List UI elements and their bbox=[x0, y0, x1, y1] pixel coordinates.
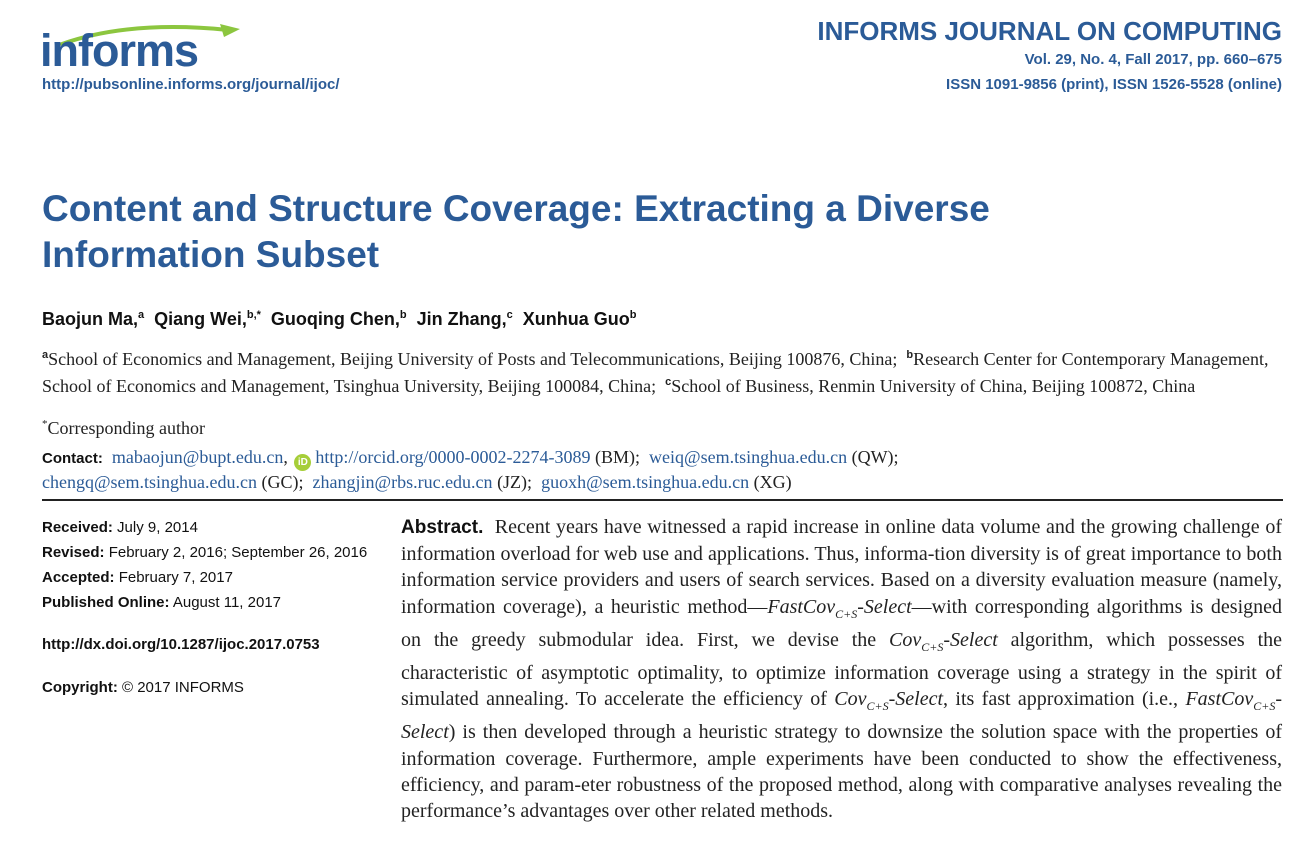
accepted-date: February 7, 2017 bbox=[118, 569, 233, 586]
article-title bbox=[42, 186, 1142, 278]
abstract-text: , its fast approximation (i.e., bbox=[943, 688, 1186, 711]
copyright bbox=[42, 679, 244, 696]
abstract bbox=[401, 514, 1282, 824]
corresponding-author-note bbox=[42, 418, 205, 439]
affil-sup: b bbox=[906, 349, 914, 361]
affil-text: Research Center for Contemporary Management, School of Economics and Management, Tsinghua University, Beijing 100084, China; bbox=[42, 349, 1269, 396]
contact-suffix: (JZ); bbox=[497, 472, 533, 492]
published-row bbox=[42, 593, 382, 618]
method-name: FastCov$_{C+S}$-Select bbox=[767, 595, 912, 621]
author-list bbox=[42, 309, 637, 330]
email-link-guo[interactable]: guoxh@sem.tsinghua.edu.cn bbox=[541, 472, 750, 492]
contact-block: Contact: mabaojun@bupt.edu.cn, iD http://orcid.org/0000-0002-2274-3089 (BM); weiq@sem.tsinghua.edu.cn (QW); chengq@sem.tsinghua.edu.cn (GC); zhangjin@rbs.ruc.edu.cn (JZ); guoxh@sem.tsinghua.edu.cn (XG) bbox=[42, 447, 899, 492]
informs-logo bbox=[40, 22, 240, 76]
orcid-icon[interactable]: iD bbox=[294, 454, 311, 471]
abstract-label: Abstract. bbox=[401, 517, 484, 538]
published-label: Published Online: bbox=[42, 594, 170, 611]
affil-text: School of Economics and Management, Beijing University of Posts and Telecommunications, Beijing 100876, China; bbox=[48, 349, 898, 369]
email-link-zhang[interactable]: zhangjin@rbs.ruc.edu.cn bbox=[312, 472, 493, 492]
issn-info: ISSN 1091-9856 (print), ISSN 1526-5528 (online) bbox=[946, 76, 1282, 93]
received-row bbox=[42, 518, 382, 543]
author-sup: b bbox=[399, 309, 407, 321]
article-history bbox=[42, 518, 382, 618]
accepted-row bbox=[42, 568, 382, 593]
copyright-text: © 2017 INFORMS bbox=[122, 679, 244, 696]
contact-suffix: (BM); bbox=[595, 447, 641, 467]
copyright-label: Copyright: bbox=[42, 679, 118, 696]
section-divider bbox=[42, 499, 1283, 501]
contact-label: Contact: bbox=[42, 450, 103, 467]
journal-name: INFORMS JOURNAL ON COMPUTING bbox=[817, 16, 1282, 46]
contact-suffix: (GC); bbox=[261, 472, 304, 492]
logo-wordmark: informs bbox=[40, 25, 199, 76]
email-link-chen[interactable]: chengq@sem.tsinghua.edu.cn bbox=[42, 472, 258, 492]
corresponding-text: Corresponding author bbox=[47, 418, 205, 438]
received-label: Received: bbox=[42, 519, 113, 536]
email-link-ma[interactable]: mabaojun@bupt.edu.cn bbox=[111, 447, 284, 467]
author-name: Jin Zhang, bbox=[416, 309, 507, 329]
method-name: FastCov$_{C+S}$-Select bbox=[401, 688, 1282, 744]
volume-info: Vol. 29, No. 4, Fall 2017, pp. 660–675 bbox=[1024, 51, 1282, 68]
revised-date: February 2, 2016; September 26, 2016 bbox=[108, 544, 368, 561]
abstract-text: Recent years have witnessed a rapid increase in online data volume and the growing challenge of information overload for web use and applications. Thus, informa-tion diversity is of great importance to both information service providers and users of search services. Based on a diversity evaluation measure (namely, information coverage), a heuristic method— bbox=[401, 516, 1283, 618]
journal-url-link[interactable]: http://pubsonline.informs.org/journal/ijoc/ bbox=[42, 76, 340, 93]
orcid-link[interactable]: http://orcid.org/0000-0002-2274-3089 bbox=[315, 447, 591, 467]
author-sup: b,* bbox=[246, 309, 261, 321]
corresponding-sup: * bbox=[42, 418, 48, 430]
method-name: Cov$_{C+S}$-Select bbox=[889, 628, 998, 654]
author-sup: a bbox=[138, 309, 145, 321]
author-name: Xunhua Guo bbox=[522, 309, 630, 329]
revised-label: Revised: bbox=[42, 544, 105, 561]
method-name: Cov$_{C+S}$-Select bbox=[834, 688, 943, 714]
received-date: July 9, 2014 bbox=[117, 519, 198, 536]
author-name: Qiang Wei, bbox=[154, 309, 247, 329]
affil-text: School of Business, Renmin University of China, Beijing 100872, China bbox=[671, 376, 1196, 396]
author-sup: c bbox=[506, 309, 513, 321]
abstract-text: —with corresponding algorithms is designed on the greedy submodular idea. First, we devise the bbox=[401, 595, 1282, 651]
contact-suffix: (QW); bbox=[851, 447, 899, 467]
author-sup: b bbox=[629, 309, 637, 321]
author-name: Baojun Ma, bbox=[42, 309, 139, 329]
title-line-1: Content and Structure Coverage: Extracting a Diverse bbox=[42, 188, 990, 229]
email-link-wei[interactable]: weiq@sem.tsinghua.edu.cn bbox=[649, 447, 848, 467]
abstract-text: ) is then developed through a heuristic strategy to downsize the solution space with the properties of information coverage. Furthermore, ample experiments have been conducted to show the effectiveness, efficiency, and param-eter robustness of the proposed method, along with comparative analyses revealing the performance’s advantages over other related methods. bbox=[401, 721, 1282, 823]
affil-sup: a bbox=[42, 349, 49, 361]
author-name: Guoqing Chen, bbox=[270, 309, 400, 329]
affil-sup: c bbox=[665, 376, 672, 388]
affiliations bbox=[42, 344, 1282, 398]
accepted-label: Accepted: bbox=[42, 569, 115, 586]
abstract-text: algorithm, which possesses the characteristic of asymptotic optimality, to optimize information coverage using a strategy in the spirit of simulated annealing. To accelerate the efficiency of bbox=[401, 628, 1282, 711]
published-date: August 11, 2017 bbox=[172, 594, 282, 611]
doi-link[interactable]: http://dx.doi.org/10.1287/ijoc.2017.0753 bbox=[42, 636, 320, 653]
title-line-2: Information Subset bbox=[42, 234, 380, 275]
revised-row bbox=[42, 543, 382, 568]
contact-suffix: (XG) bbox=[753, 472, 792, 492]
